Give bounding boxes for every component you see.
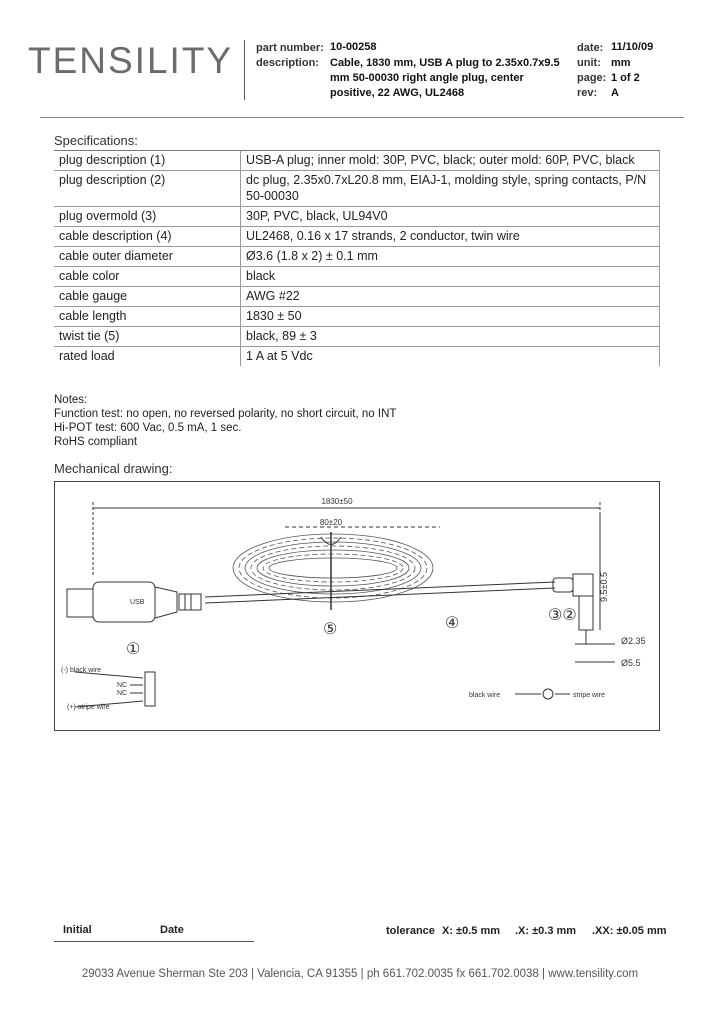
description-line-1: Cable, 1830 mm, USB A plug to 2.35x0.7x9.5 <box>330 57 560 69</box>
dim-pin-label: Ø2.35 <box>621 636 646 646</box>
spec-row <box>54 347 660 367</box>
rev-label: rev: <box>577 87 598 99</box>
tolerance-xxx: .XX: ±0.05 mm <box>592 925 667 937</box>
spec-value: 1830 ± 50 <box>241 307 660 327</box>
spec-row <box>54 307 660 327</box>
description-line-2: mm 50-00030 right angle plug, center <box>330 72 524 84</box>
cable-line <box>205 582 555 597</box>
company-logo: TENSILITY <box>28 40 234 81</box>
dc-plug-body <box>579 596 593 630</box>
callout-5: ⑤ <box>323 621 338 638</box>
spec-value: 30P, PVC, black, UL94V0 <box>241 207 660 227</box>
spec-label: cable outer diameter <box>54 247 241 267</box>
date-value: 11/10/09 <box>611 41 654 53</box>
note-hipot-test: Hi-POT test: 600 Vac, 0.5 mA, 1 sec. <box>54 422 242 434</box>
mechanical-drawing-title: Mechanical drawing: <box>54 461 173 476</box>
part-number-label: part number: <box>256 42 324 54</box>
note-function-test: Function test: no open, no reversed polarity, no short circuit, no INT <box>54 408 397 420</box>
spec-row <box>54 247 660 267</box>
spec-row <box>54 171 660 207</box>
spec-label: plug overmold (3) <box>54 207 241 227</box>
usb-plug-body <box>93 582 155 622</box>
legend-black-wire: black wire <box>469 692 501 699</box>
spec-value: Ø3.6 (1.8 x 2) ± 0.1 mm <box>241 247 660 267</box>
unit-value: mm <box>611 57 631 69</box>
spec-value: dc plug, 2.35x0.7xL20.8 mm, EIAJ-1, molding style, spring contacts, P/N 50-00030 <box>241 171 660 207</box>
legend-stripe-wire: stripe wire <box>573 692 605 699</box>
spec-row <box>54 287 660 307</box>
tolerance-xx: .X: ±0.3 mm <box>515 925 577 937</box>
rev-value: A <box>611 87 619 99</box>
specifications-title: Specifications: <box>54 133 138 148</box>
logo-divider <box>244 40 245 100</box>
spec-label: cable gauge <box>54 287 241 307</box>
description-label: description: <box>256 57 319 69</box>
dim-tie-label: 80±20 <box>319 518 343 527</box>
pin-label-nc2: NC <box>117 690 128 697</box>
callout-4: ④ <box>445 615 460 632</box>
pin-label-stripe: (+) stripe wire <box>67 704 110 711</box>
spec-row <box>54 267 660 287</box>
company-address: 29033 Avenue Sherman Ste 203 | Valencia, CA 91355 | ph 661.702.0035 fx 661.702.0038 | www.tensility.com <box>81 968 639 980</box>
pin-block <box>145 672 155 706</box>
date-label: date: <box>577 42 604 54</box>
callout-1: ① <box>126 641 141 658</box>
spec-row <box>54 227 660 247</box>
spec-value: black, 89 ± 3 <box>241 327 660 347</box>
tolerance-x: X: ±0.5 mm <box>442 925 501 937</box>
cable-drawing <box>55 482 661 732</box>
spec-row <box>54 327 660 347</box>
dc-plug-strain <box>553 578 573 592</box>
note-rohs: RoHS compliant <box>54 436 138 448</box>
spec-label: cable description (4) <box>54 227 241 247</box>
spec-value: UL2468, 0.16 x 17 strands, 2 conductor, twin wire <box>241 227 660 247</box>
signature-line <box>54 941 254 942</box>
mechanical-drawing-frame <box>54 481 660 731</box>
pin-label-black: (-) black wire <box>61 667 102 674</box>
spec-label: plug description (2) <box>54 171 241 207</box>
spec-row <box>54 207 660 227</box>
callout-3-2: ③② <box>548 607 577 624</box>
usb-plug-metal <box>67 589 93 617</box>
spec-label: cable length <box>54 307 241 327</box>
page-label: page: <box>577 72 607 84</box>
page-value: 1 of 2 <box>611 72 640 84</box>
spec-label: plug description (1) <box>54 151 241 171</box>
spec-value: AWG #22 <box>241 287 660 307</box>
spec-label: rated load <box>54 347 241 367</box>
initial-label: Initial <box>63 924 92 936</box>
dim-total-label: 1830±50 <box>321 497 353 506</box>
spec-row <box>54 151 660 171</box>
unit-label: unit: <box>577 57 601 69</box>
part-number-value: 10-00258 <box>330 41 377 53</box>
pin-label-nc1: NC <box>117 682 128 689</box>
dim-plug-label: 9.5±0.5 <box>599 572 609 602</box>
dim-hole-label: Ø5.5 <box>621 658 641 668</box>
spec-label: twist tie (5) <box>54 327 241 347</box>
spec-label: cable color <box>54 267 241 287</box>
spec-value: USB-A plug; inner mold: 30P, PVC, black; outer mold: 60P, PVC, black <box>241 151 660 171</box>
usb-mark-label: USB <box>130 599 145 606</box>
notes-title: Notes: <box>54 394 88 406</box>
specifications-table <box>54 150 660 366</box>
description-line-3: positive, 22 AWG, UL2468 <box>330 87 465 99</box>
tolerance-label: tolerance <box>386 925 435 937</box>
header-divider <box>40 117 684 118</box>
spec-value: black <box>241 267 660 287</box>
spec-value: 1 A at 5 Vdc <box>241 347 660 367</box>
footer-date-label: Date <box>160 924 184 936</box>
